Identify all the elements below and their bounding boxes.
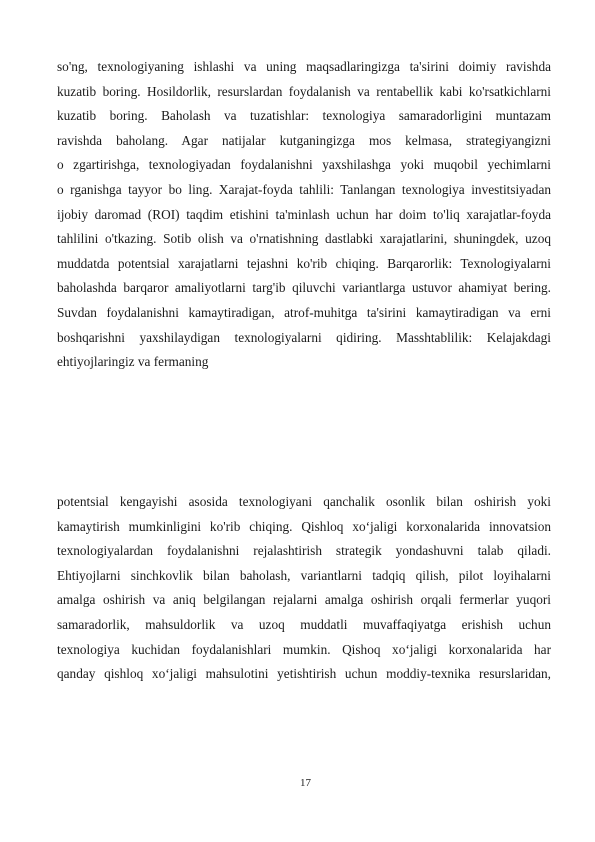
text-line: Ehtiyojlarni sinchkovlik bilan baholash, variantlarni tadqiq qilish, pilot loyihalarni xyxy=(57,567,551,583)
text-line: texnologiya kuchidan foydalanishlari mumkin. Qishoq xo‘jaligi korxonalarida har xyxy=(57,641,551,657)
text-line: amalga oshirish va aniq belgilangan rejalarni amalga oshirish orqali fermerlar yuqori xyxy=(57,592,551,608)
text-line: ravishda baholang. Agar natijalar kutganingizga mos kelmasa, strategiyangizni xyxy=(57,132,551,148)
text-line: muddatda potentsial xarajatlarni tejashni ko'rib chiqing. Barqarorlik: Texnologiyalarni xyxy=(57,255,551,271)
text-line: ehtiyojlaringiz va fermaning xyxy=(57,354,209,370)
text-line: samaradorlik, mahsuldorlik va uzoq muddatli muvaffaqiyatga erishish uchun xyxy=(57,616,551,632)
text-line: o rganishga tayyor bo ling. Xarajat-foyda tahlili: Tanlangan texnologiya investitsiyadan xyxy=(57,181,551,197)
text-line: so'ng, texnologiyaning ishlashi va uning maqsadlaringizga ta'sirini doimiy ravishda xyxy=(57,59,551,74)
text-line: texnologiyalardan foydalanishni rejalashtirish strategik yondashuvni talab qiladi. xyxy=(57,543,551,559)
page-number: 17 xyxy=(300,777,311,789)
body-paragraph xyxy=(57,490,551,687)
text-line: o zgartirishga, texnologiyadan foydalanishni yaxshilashga yoki muqobil yechimlarni xyxy=(57,157,551,173)
text-line: potentsial kengayishi asosida texnologiyani qanchalik osonlik bilan oshirish yoki xyxy=(57,494,551,509)
text-line: baholashda barqaror amaliyotlarni targ'ib qiluvchi variantlarga ustuvor ahamiyat bering. xyxy=(57,280,551,296)
text-line: boshqarishni yaxshilaydigan texnologiyalarni qidiring. Masshtablilik: Kelajakdagi xyxy=(57,329,551,345)
body-paragraph xyxy=(57,55,551,375)
text-line: kamaytirish mumkinligini ko'rib chiqing. Qishloq xo‘jaligi korxonalarida innovatsion xyxy=(57,518,551,534)
text-line: Suvdan foydalanishni kamaytiradigan, atrof-muhitga ta'sirini kamaytiradigan va erni xyxy=(57,304,551,320)
text-line: kuzatib boring. Baholash va tuzatishlar: texnologiya samaradorligini muntazam xyxy=(57,108,551,124)
text-line: ijobiy daromad (ROI) taqdim etishini ta'minlash uchun har doim to'liq xarajatlar-foyda xyxy=(57,206,551,222)
text-line: tahlilini o'tkazing. Sotib olish va o'rnatishning dastlabki xarajatlarini, shuningdek, uzoq xyxy=(57,231,551,247)
text-line: kuzatib boring. Hosildorlik, resurslardan foydalanish va rentabellik kabi ko'rsatkichlarni xyxy=(57,83,551,99)
text-line: qanday qishloq xo‘jaligi mahsulotini yetishtirish uchun moddiy-texnika resurslaridan, xyxy=(57,666,551,682)
